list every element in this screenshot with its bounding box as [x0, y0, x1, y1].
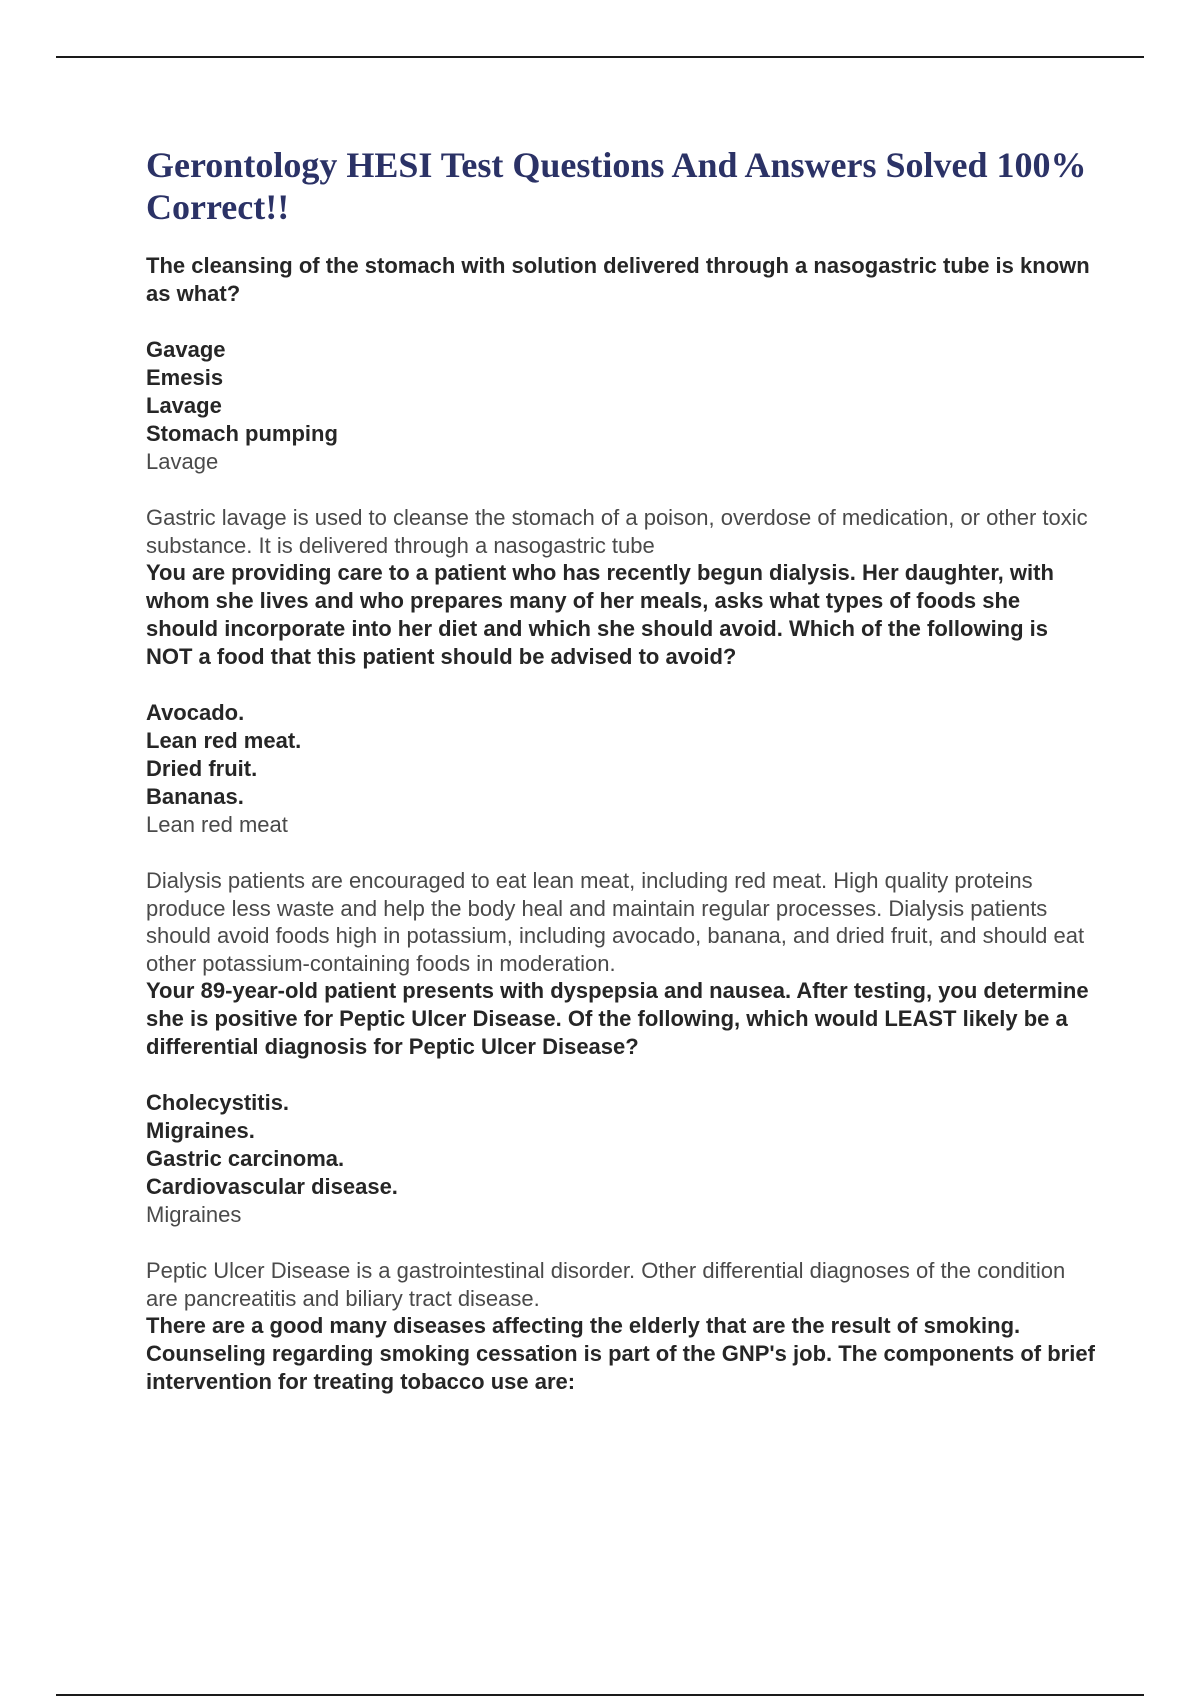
answer-option: Migraines.: [146, 1118, 255, 1143]
correct-answer: Lean red meat: [146, 812, 288, 837]
answer-option: Lavage: [146, 393, 222, 418]
correct-answer: Migraines: [146, 1202, 242, 1227]
answer-option: Cardiovascular disease.: [146, 1174, 398, 1199]
answer-option: Avocado.: [146, 700, 245, 725]
answer-option: Dried fruit.: [146, 756, 258, 781]
qa-block-2: [146, 559, 1096, 977]
qa-block-1: [146, 252, 1096, 559]
question-text: There are a good many diseases affecting the elderly that are the result of smoking. Counseling regarding smoking cessation is part of the GNP's job. The components of brief intervention for treating tobacco use are:: [146, 1313, 1095, 1394]
header-rule: [56, 56, 1144, 58]
answer-option: Bananas.: [146, 784, 244, 809]
answer-option: Gastric carcinoma.: [146, 1146, 345, 1171]
question-text: The cleansing of the stomach with solution delivered through a nasogastric tube is known as what?: [146, 253, 1090, 306]
question-text: Your 89-year-old patient presents with dyspepsia and nausea. After testing, you determine she is positive for Peptic Ulcer Disease. Of the following, which would LEAST likely be a differential diagnosis for Peptic Ulcer Disease?: [146, 978, 1089, 1059]
qa-block-4: [146, 1312, 1096, 1396]
answer-option: Cholecystitis.: [146, 1090, 290, 1115]
qa-block-3: [146, 977, 1096, 1312]
question-text: You are providing care to a patient who has recently begun dialysis. Her daughter, with whom she lives and who prepares many of her meals, asks what types of foods she should incorporate into her diet and which she should avoid. Which of the following is NOT a food that this patient should be advised to avoid?: [146, 560, 1054, 669]
footer-rule: [56, 1694, 1144, 1696]
answer-explanation: Gastric lavage is used to cleanse the stomach of a poison, overdose of medication, or other toxic substance. It is delivered through a nasogastric tube: [146, 505, 1088, 558]
answer-option: Gavage: [146, 337, 226, 362]
document-body: [146, 144, 1096, 1396]
answer-option: Stomach pumping: [146, 421, 338, 446]
answer-explanation: Dialysis patients are encouraged to eat lean meat, including red meat. High quality proteins produce less waste and help the body heal and maintain regular processes. Dialysis patients should avoid foods high in potassium, including avocado, banana, and dried fruit, and should eat other potassium-containing foods in moderation.: [146, 868, 1085, 976]
correct-answer: Lavage: [146, 449, 219, 474]
document-title: Gerontology HESI Test Questions And Answers Solved 100% Correct!!: [146, 145, 1087, 227]
answer-option: Emesis: [146, 365, 224, 390]
answer-explanation: Peptic Ulcer Disease is a gastrointestinal disorder. Other differential diagnoses of the condition are pancreatitis and biliary tract disease.: [146, 1258, 1066, 1311]
answer-option: Lean red meat.: [146, 728, 302, 753]
